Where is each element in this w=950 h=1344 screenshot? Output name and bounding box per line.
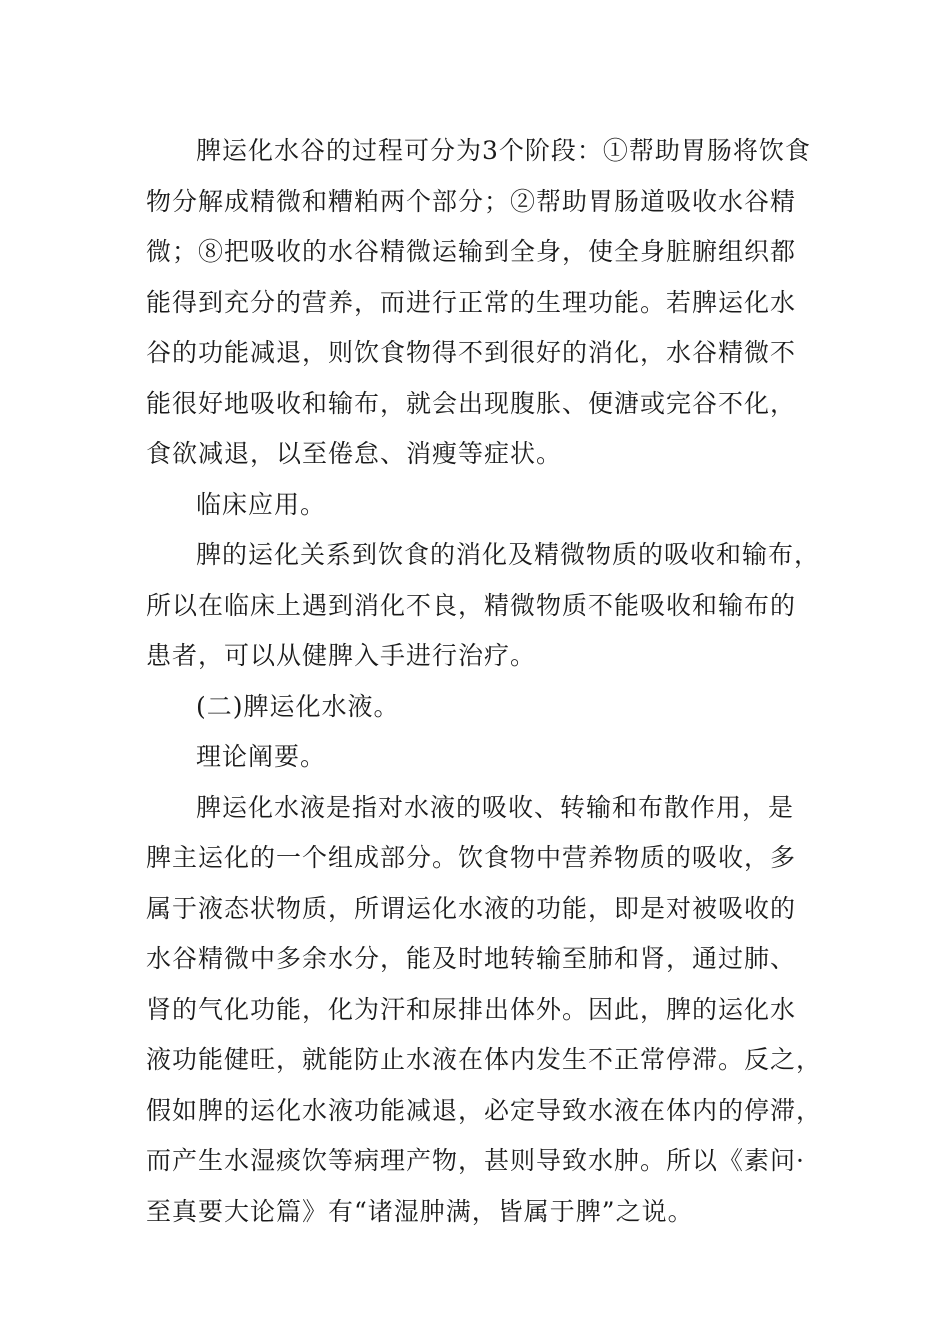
text-line: 假如脾的运化水液功能减退，必定导致水液在体内的停滞， (146, 1095, 823, 1125)
text-line: 脾运化水液是指对水液的吸收、转输和布散作用，是 (196, 792, 795, 822)
text-line: 至真要大论篇》有“诸湿肿满，皆属于脾”之说。 (146, 1196, 694, 1226)
text-line: 脾主运化的一个组成部分。饮食物中营养物质的吸收，多 (146, 843, 797, 872)
section-heading: 临床应用。 (196, 489, 327, 519)
text-line: 脾的运化关系到饮食的消化及精微物质的吸收和输布， (196, 540, 821, 569)
section-heading: 理论阐要。 (196, 742, 327, 771)
text-line: 食欲减退，以至倦怠、消瘦等症状。 (146, 439, 563, 468)
section-heading: (二)脾运化水液。 (196, 691, 400, 721)
document-body (146, 126, 823, 1237)
text-line: 微；⑧把吸收的水谷精微运输到全身，使全身脏腑组织都 (146, 237, 797, 266)
text-line: 肾的气化功能，化为汗和尿排出体外。因此，脾的运化水 (146, 994, 797, 1024)
text-line: 水谷精微中多余水分，能及时地转输至肺和肾，通过肺、 (146, 944, 797, 973)
text-line: 而产生水湿痰饮等病理产物，甚则导致水肿。所以《素问· (146, 1146, 805, 1175)
text-line: 物分解成精微和糟粕两个部分；②帮助胃肠道吸收水谷精 (146, 186, 797, 216)
text-line: 谷的功能减退，则饮食物得不到很好的消化，水谷精微不 (146, 338, 797, 367)
text-line: 所以在临床上遇到消化不良，精微物质不能吸收和输布的 (146, 590, 797, 620)
text-line: 液功能健旺，就能防止水液在体内发生不正常停滞。反之， (146, 1045, 823, 1074)
text-line: 属于液态状物质，所谓运化水液的功能，即是对被吸收的 (146, 893, 797, 923)
text-line: 患者，可以从健脾入手进行治疗。 (146, 641, 537, 670)
text-line: 能得到充分的营养，而进行正常的生理功能。若脾运化水 (146, 287, 797, 317)
text-line: 脾运化水谷的过程可分为3个阶段：①帮助胃肠将饮食 (196, 136, 811, 165)
text-line: 能很好地吸收和输布，就会出现腹胀、便溏或完谷不化， (146, 388, 797, 418)
